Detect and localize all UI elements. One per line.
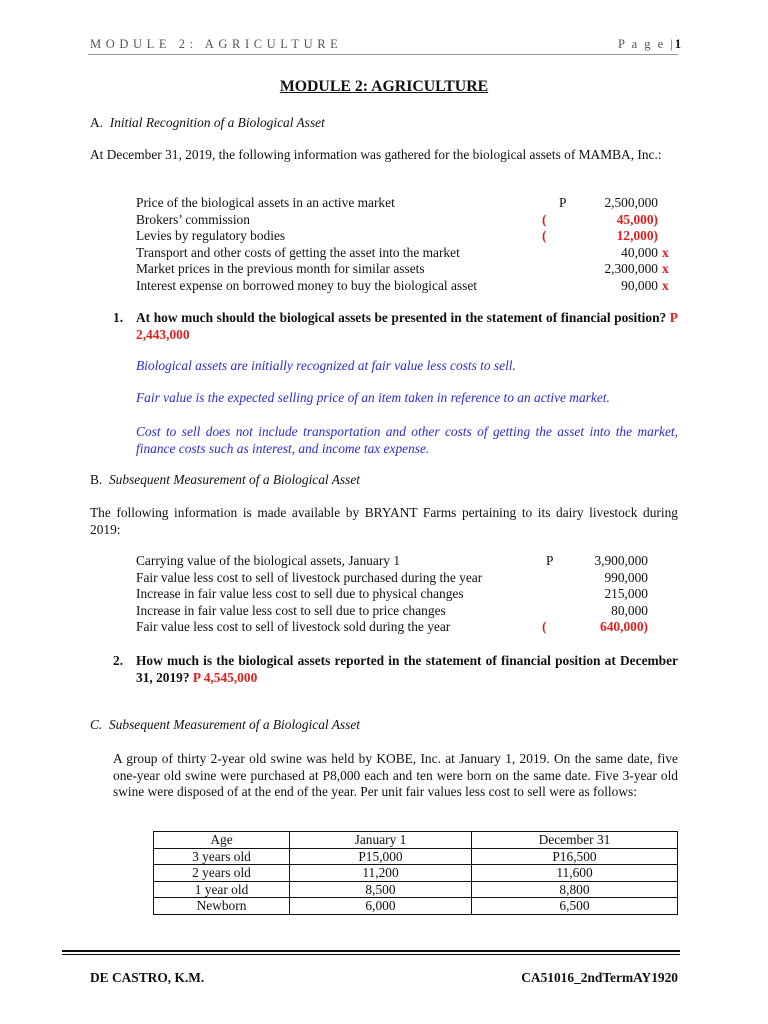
item-a-row xyxy=(136,261,669,278)
table-header-dec: December 31 xyxy=(472,832,678,849)
section-c-heading xyxy=(90,717,360,733)
question-2-number: 2. xyxy=(113,653,124,668)
question-1-text: At how much should the biological assets be presented in the statement of financial position? xyxy=(136,310,667,325)
section-b-intro: The following information is made available by BRYANT Farms pertaining to its dairy livestock during 2019: xyxy=(90,505,678,537)
item-b-row-label: Increase in fair value less cost to sell due to physical changes xyxy=(136,586,464,601)
section-a-heading xyxy=(90,115,325,131)
question-1-number: 1. xyxy=(113,310,124,325)
item-a-row-label: Brokers’ commission xyxy=(136,211,250,227)
item-b-row-label: Increase in fair value less cost to sell due to price changes xyxy=(136,602,446,618)
item-a-row-amount: 12,000) xyxy=(616,228,658,243)
running-header: MODULE 2: AGRICULTURE xyxy=(90,37,343,51)
item-b-row-label: Fair value less cost to sell of livestock purchased during the year xyxy=(136,569,483,585)
swine-fair-value-table xyxy=(153,831,678,915)
item-b-row xyxy=(136,553,648,570)
item-b-row-amount: 640,000) xyxy=(600,619,648,634)
section-a-title: Initial Recognition of a Biological Asset xyxy=(109,115,325,130)
footer-rule xyxy=(62,950,680,952)
page-label: P a g e | xyxy=(618,37,675,51)
section-b-title: Subsequent Measurement of a Biological Asset xyxy=(108,472,361,487)
table-cell: 2 years old xyxy=(154,865,290,882)
table-row xyxy=(154,881,678,898)
question-2 xyxy=(113,652,678,686)
table-cell: P15,000 xyxy=(290,848,472,865)
table-cell: 8,800 xyxy=(472,881,678,898)
item-a-row-label: Market prices in the previous month for similar assets xyxy=(136,261,425,276)
section-b-letter: B. xyxy=(90,472,103,487)
section-a-intro: At December 31, 2019, the following information was gathered for the biological assets of MAMBA, Inc.: xyxy=(90,147,662,162)
page-num: 1 xyxy=(674,37,684,51)
item-a-row xyxy=(136,195,658,212)
table-cell: 8,500 xyxy=(290,881,472,898)
table-cell: 11,200 xyxy=(290,865,472,882)
table-row xyxy=(154,865,678,882)
item-a-row-amount: 90,000 xyxy=(621,277,658,293)
table-header-jan: January 1 xyxy=(290,832,472,849)
question-2-answer: P 4,545,000 xyxy=(192,670,258,685)
table-cell: 6,000 xyxy=(290,898,472,915)
table-row xyxy=(154,898,678,915)
item-a-row-amount: 40,000 xyxy=(621,244,658,260)
section-c-intro: A group of thirty 2-year old swine was held by KOBE, Inc. at January 1, 2019. On the same date, five one-year old swine were purchased at P8,000 each and ten were born on the same date. Five 3-year old swine were disposed of at the end of the year. Per unit fair values less cost to sell were as follows: xyxy=(113,751,678,799)
item-b-row-currency: P xyxy=(546,553,554,568)
item-b-row xyxy=(136,603,648,620)
item-a-row xyxy=(136,244,669,262)
table-cell: 3 years old xyxy=(154,848,290,865)
section-b-heading xyxy=(90,472,360,488)
item-a-row-label: Price of the biological assets in an active market xyxy=(136,195,395,210)
footer-rule-thin xyxy=(62,954,680,955)
note-3: Cost to sell does not include transportation and other costs of getting the asset into the market, finance costs such as interest, and income tax expense. xyxy=(136,424,678,456)
footer-author: DE CASTRO, K.M. xyxy=(90,970,205,985)
excluded-mark-icon: x xyxy=(662,277,669,293)
note-1: Biological assets are initially recognized at fair value less costs to sell. xyxy=(136,358,516,373)
note-2: Fair value is the expected selling price of an item taken in reference to an active market. xyxy=(136,390,610,405)
table-header-age: Age xyxy=(154,832,290,849)
table-cell: Newborn xyxy=(154,898,290,915)
item-a-row-open-paren: ( xyxy=(542,228,547,243)
item-a-row-open-paren: ( xyxy=(542,211,547,227)
item-b-row xyxy=(136,619,648,636)
item-b-row-label: Fair value less cost to sell of livestock sold during the year xyxy=(136,619,451,634)
page-number xyxy=(618,37,683,52)
item-b-row xyxy=(136,570,648,587)
item-b-row-amount: 990,000 xyxy=(604,569,648,585)
item-a-row xyxy=(136,277,669,295)
section-a-letter: A. xyxy=(90,115,104,130)
item-a-row-amount: 2,500,000 xyxy=(604,195,658,210)
item-b-row-label: Carrying value of the biological assets, January 1 xyxy=(136,553,401,568)
item-a-row xyxy=(136,228,658,245)
item-a-row-amount: 2,300,000 xyxy=(604,261,658,276)
table-row xyxy=(154,848,678,865)
item-a-row-label: Levies by regulatory bodies xyxy=(136,228,286,243)
item-b-row-amount: 80,000 xyxy=(611,602,648,618)
excluded-mark-icon: x xyxy=(662,244,669,260)
section-c-title: Subsequent Measurement of a Biological Asset xyxy=(108,717,361,732)
section-c-letter: C. xyxy=(90,717,103,732)
item-a-row-currency: P xyxy=(559,195,567,210)
item-b-row-amount: 3,900,000 xyxy=(594,553,648,568)
item-a-row-amount: 45,000) xyxy=(616,211,658,227)
item-b-row xyxy=(136,586,648,603)
table-cell: P16,500 xyxy=(472,848,678,865)
item-b-row-open-paren: ( xyxy=(542,619,547,634)
item-a-row-label: Interest expense on borrowed money to buy the biological asset xyxy=(136,277,477,293)
question-1-answer: P 2,443,000 xyxy=(136,310,678,342)
item-a-row-label: Transport and other costs of getting the asset into the market xyxy=(136,244,460,260)
question-1 xyxy=(113,309,678,343)
table-cell: 1 year old xyxy=(154,881,290,898)
excluded-mark-icon: x xyxy=(662,261,669,276)
table-cell: 6,500 xyxy=(472,898,678,915)
table-cell: 11,600 xyxy=(472,865,678,882)
footer-code: CA51016_2ndTermAY1920 xyxy=(521,970,678,985)
question-2-text: How much is the biological assets reported in the statement of financial position at December 31, 2019? xyxy=(136,653,678,685)
item-b-row-amount: 215,000 xyxy=(604,586,648,601)
header-rule xyxy=(88,54,678,55)
page-title: MODULE 2: AGRICULTURE xyxy=(279,78,489,95)
item-a-row xyxy=(136,212,658,229)
